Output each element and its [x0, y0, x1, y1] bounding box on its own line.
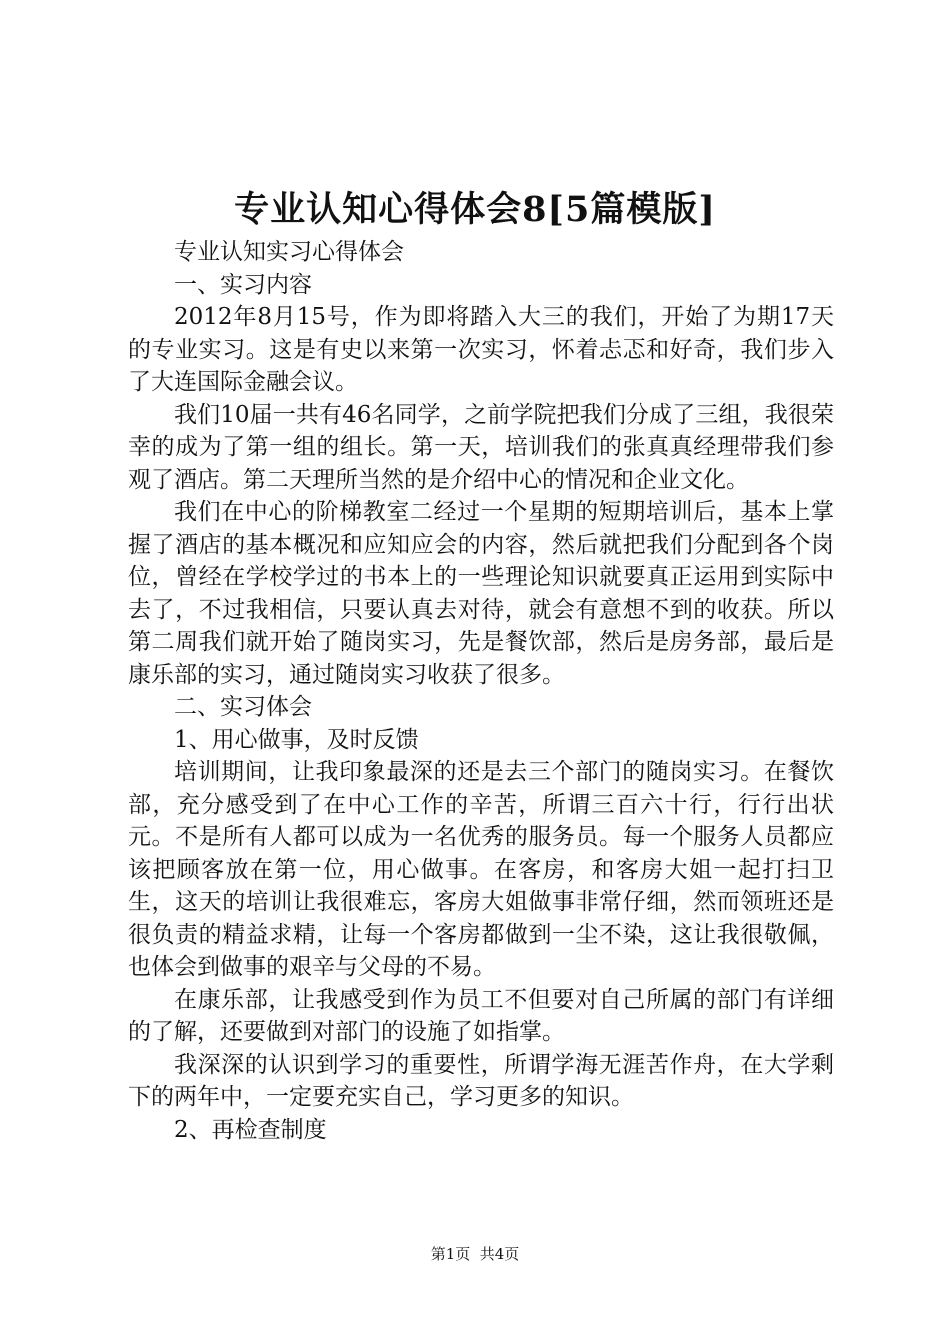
page-footer: 第1页 共4页 — [430, 1245, 520, 1263]
sub-heading-2: 2、再检查制度 — [174, 1116, 327, 1143]
document-title: 专业认知心得体会8[5篇模版] — [234, 189, 716, 230]
body-paragraph: 培训期间，让我印象最深的还是去三个部门的随岗实习。在餐饮部，充分感受到了在中心工作的辛苦，所谓三百六十行，行行出状元。不是所有人都可以成为一名优秀的服务员。每一个服务人员都应该把顾客放在第一位，用心做事。在客房，和客房大姐一起打扫卫生，这天的培训让我很难忘，客房大姐做事非常仔细，然而领班还是很负责的精益求精，让每一个客房都做到一尘不染，这让我很敬佩，也体会到做事的艰辛与父母的不易。 — [128, 759, 834, 980]
body-paragraph: 2012年8月15号，作为即将踏入大三的我们，开始了为期17天的专业实习。这是有史以来第一次实习，怀着忐忑和好奇，我们步入了大连国际金融会议。 — [128, 304, 834, 395]
body-paragraph: 我们10届一共有46名同学，之前学院把我们分成了三组，我很荣幸的成为了第一组的组长。第一天，培训我们的张真真经理带我们参观了酒店。第二天理所当然的是介绍中心的情况和企业文化。 — [128, 401, 834, 493]
document-body — [128, 236, 834, 1146]
body-paragraph: 我们在中心的阶梯教室二经过一个星期的短期培训后，基本上掌握了酒店的基本概况和应知应会的内容，然后就把我们分配到各个岗位，曾经在学校学过的书本上的一些理论知识就要真正运用到实际中去了，不过我相信，只要认真去对待，就会有意想不到的收获。所以第二周我们就开始了随岗实习，先是餐饮部，然后是房务部，最后是康乐部的实习，通过随岗实习收获了很多。 — [128, 499, 834, 688]
sub-heading-1: 1、用心做事，及时反馈 — [174, 726, 419, 753]
section-heading-2: 二、实习体会 — [174, 694, 312, 720]
body-paragraph: 我深深的认识到学习的重要性，所谓学海无涯苦作舟，在大学剩下的两年中，一定要充实自己，学习更多的知识。 — [128, 1051, 834, 1110]
heading-subtitle: 专业认知实习心得体会 — [174, 239, 404, 265]
section-heading-1: 一、实习内容 — [174, 271, 312, 298]
body-paragraph: 在康乐部，让我感受到作为员工不但要对自己所属的部门有详细的了解，还要做到对部门的设施了如指掌。 — [128, 986, 834, 1045]
